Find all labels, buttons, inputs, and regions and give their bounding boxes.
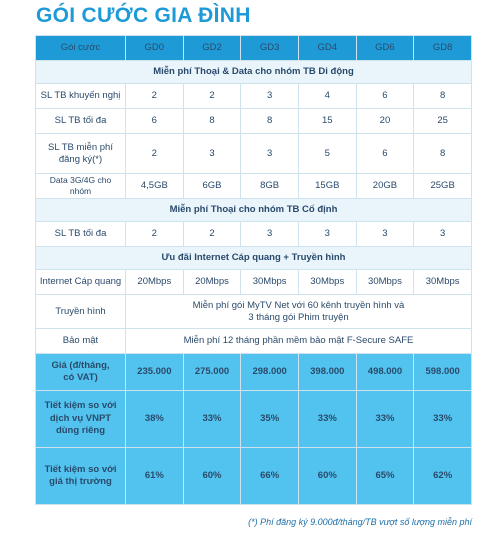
table-cell: 2 bbox=[126, 84, 184, 109]
table-cell: 235.000 bbox=[126, 354, 184, 391]
price-row bbox=[36, 354, 472, 391]
table-cell: 3 bbox=[241, 84, 299, 109]
table-cell: 20GB bbox=[356, 174, 414, 199]
row-label-line: SL TB miễn phí bbox=[48, 141, 113, 153]
table-cell: 8 bbox=[414, 134, 472, 174]
table-cell: 60% bbox=[298, 448, 356, 505]
header-plan: GD0 bbox=[126, 36, 184, 61]
table-cell: 30Mbps bbox=[414, 270, 472, 295]
row-label bbox=[36, 448, 126, 505]
header-plan: GD3 bbox=[241, 36, 299, 61]
table-cell: 298.000 bbox=[241, 354, 299, 391]
table-cell: 15GB bbox=[298, 174, 356, 199]
table-cell-span: Miễn phí 12 tháng phần mềm bảo mật F-Secure SAFE bbox=[126, 329, 472, 354]
table-cell: 20Mbps bbox=[126, 270, 184, 295]
table-cell: 8 bbox=[183, 109, 241, 134]
row-label bbox=[36, 354, 126, 391]
table-cell: 3 bbox=[183, 134, 241, 174]
table-cell-span bbox=[126, 295, 472, 329]
row-label: SL TB khuyến nghị bbox=[36, 84, 126, 109]
table-cell: 33% bbox=[414, 391, 472, 448]
header-plan: GD4 bbox=[298, 36, 356, 61]
table-cell: 33% bbox=[356, 391, 414, 448]
row-label bbox=[36, 391, 126, 448]
section-internet-row bbox=[36, 247, 472, 270]
row-label-line: dùng riêng bbox=[55, 425, 106, 437]
table-cell: 6GB bbox=[183, 174, 241, 199]
table-cell: 2 bbox=[126, 134, 184, 174]
row-label-line: có VAT) bbox=[63, 372, 98, 383]
table-cell: 3 bbox=[241, 134, 299, 174]
table-cell: 62% bbox=[414, 448, 472, 505]
table-cell: 25 bbox=[414, 109, 472, 134]
table-cell: 33% bbox=[298, 391, 356, 448]
row-label-line: Tiết kiệm so với bbox=[44, 400, 117, 412]
table-row bbox=[36, 134, 472, 174]
table-cell: 60% bbox=[183, 448, 241, 505]
table-cell: 33% bbox=[183, 391, 241, 448]
table-cell: 2 bbox=[183, 222, 241, 247]
table-cell: 3 bbox=[241, 222, 299, 247]
row-label: SL TB tối đa bbox=[36, 222, 126, 247]
table-cell: 598.000 bbox=[414, 354, 472, 391]
table-cell: 20 bbox=[356, 109, 414, 134]
section-title: Miễn phí Thoại cho nhóm TB Cố định bbox=[36, 199, 472, 222]
header-plan: GD8 bbox=[414, 36, 472, 61]
table-row bbox=[36, 295, 472, 329]
table-cell: 498.000 bbox=[356, 354, 414, 391]
table-cell: 398.000 bbox=[298, 354, 356, 391]
row-label-line: đăng ký(*) bbox=[58, 153, 103, 165]
plan-table bbox=[35, 35, 472, 505]
table-cell: 6 bbox=[356, 84, 414, 109]
table-cell: 2 bbox=[126, 222, 184, 247]
tv-text-line: 3 tháng gói Phim truyện bbox=[248, 311, 349, 323]
table-cell: 4 bbox=[298, 84, 356, 109]
row-label: SL TB tối đa bbox=[36, 109, 126, 134]
table-cell: 30Mbps bbox=[298, 270, 356, 295]
table-row bbox=[36, 84, 472, 109]
footnote: (*) Phí đăng ký 9.000đ/tháng/TB vượt số lượng miễn phí bbox=[248, 517, 472, 527]
table-cell: 15 bbox=[298, 109, 356, 134]
table-cell: 2 bbox=[183, 84, 241, 109]
table-cell: 20Mbps bbox=[183, 270, 241, 295]
table-cell: 5 bbox=[298, 134, 356, 174]
table-cell: 65% bbox=[356, 448, 414, 505]
table-row bbox=[36, 329, 472, 354]
table-cell: 8 bbox=[414, 84, 472, 109]
savings-market-row bbox=[36, 448, 472, 505]
table-row bbox=[36, 222, 472, 247]
table-cell: 3 bbox=[298, 222, 356, 247]
row-label: Bảo mật bbox=[36, 329, 126, 354]
table-cell: 3 bbox=[356, 222, 414, 247]
section-title: Ưu đãi Internet Cáp quang + Truyền hình bbox=[36, 247, 472, 270]
table-row bbox=[36, 270, 472, 295]
row-label bbox=[36, 134, 126, 174]
table-cell: 66% bbox=[241, 448, 299, 505]
row-label-line: dịch vụ VNPT bbox=[49, 412, 112, 424]
table-cell: 38% bbox=[126, 391, 184, 448]
table-row bbox=[36, 109, 472, 134]
header-plan: GD2 bbox=[183, 36, 241, 61]
section-title: Miễn phí Thoại & Data cho nhóm TB Di động bbox=[36, 61, 472, 84]
page-title: GÓI CƯỚC GIA ĐÌNH bbox=[36, 4, 251, 27]
table-cell: 8 bbox=[241, 109, 299, 134]
section-fixed-row bbox=[36, 199, 472, 222]
tv-text-line: Miễn phí gói MyTV Net với 60 kênh truyền hình và bbox=[192, 299, 405, 311]
table-cell: 3 bbox=[414, 222, 472, 247]
row-label-line: giá thị trường bbox=[49, 476, 112, 487]
table-cell: 6 bbox=[356, 134, 414, 174]
savings-vnpt-row bbox=[36, 391, 472, 448]
table-cell: 275.000 bbox=[183, 354, 241, 391]
table-cell: 25GB bbox=[414, 174, 472, 199]
row-label-line: Giá (đ/tháng, bbox=[51, 359, 110, 371]
table-cell: 30Mbps bbox=[356, 270, 414, 295]
table-cell: 30Mbps bbox=[241, 270, 299, 295]
header-label: Gói cước bbox=[36, 36, 126, 61]
row-label: Data 3G/4G cho nhóm bbox=[36, 174, 126, 199]
table-row bbox=[36, 174, 472, 199]
row-label-line: Tiết kiệm so với bbox=[44, 463, 117, 475]
table-cell: 35% bbox=[241, 391, 299, 448]
table-cell: 6 bbox=[126, 109, 184, 134]
table-cell: 61% bbox=[126, 448, 184, 505]
row-label: Internet Cáp quang bbox=[36, 270, 126, 295]
table-header-row bbox=[36, 36, 472, 61]
section-mobile-row bbox=[36, 61, 472, 84]
table-cell: 8GB bbox=[241, 174, 299, 199]
header-plan: GD6 bbox=[356, 36, 414, 61]
table-cell: 4,5GB bbox=[126, 174, 184, 199]
row-label: Truyền hình bbox=[36, 295, 126, 329]
